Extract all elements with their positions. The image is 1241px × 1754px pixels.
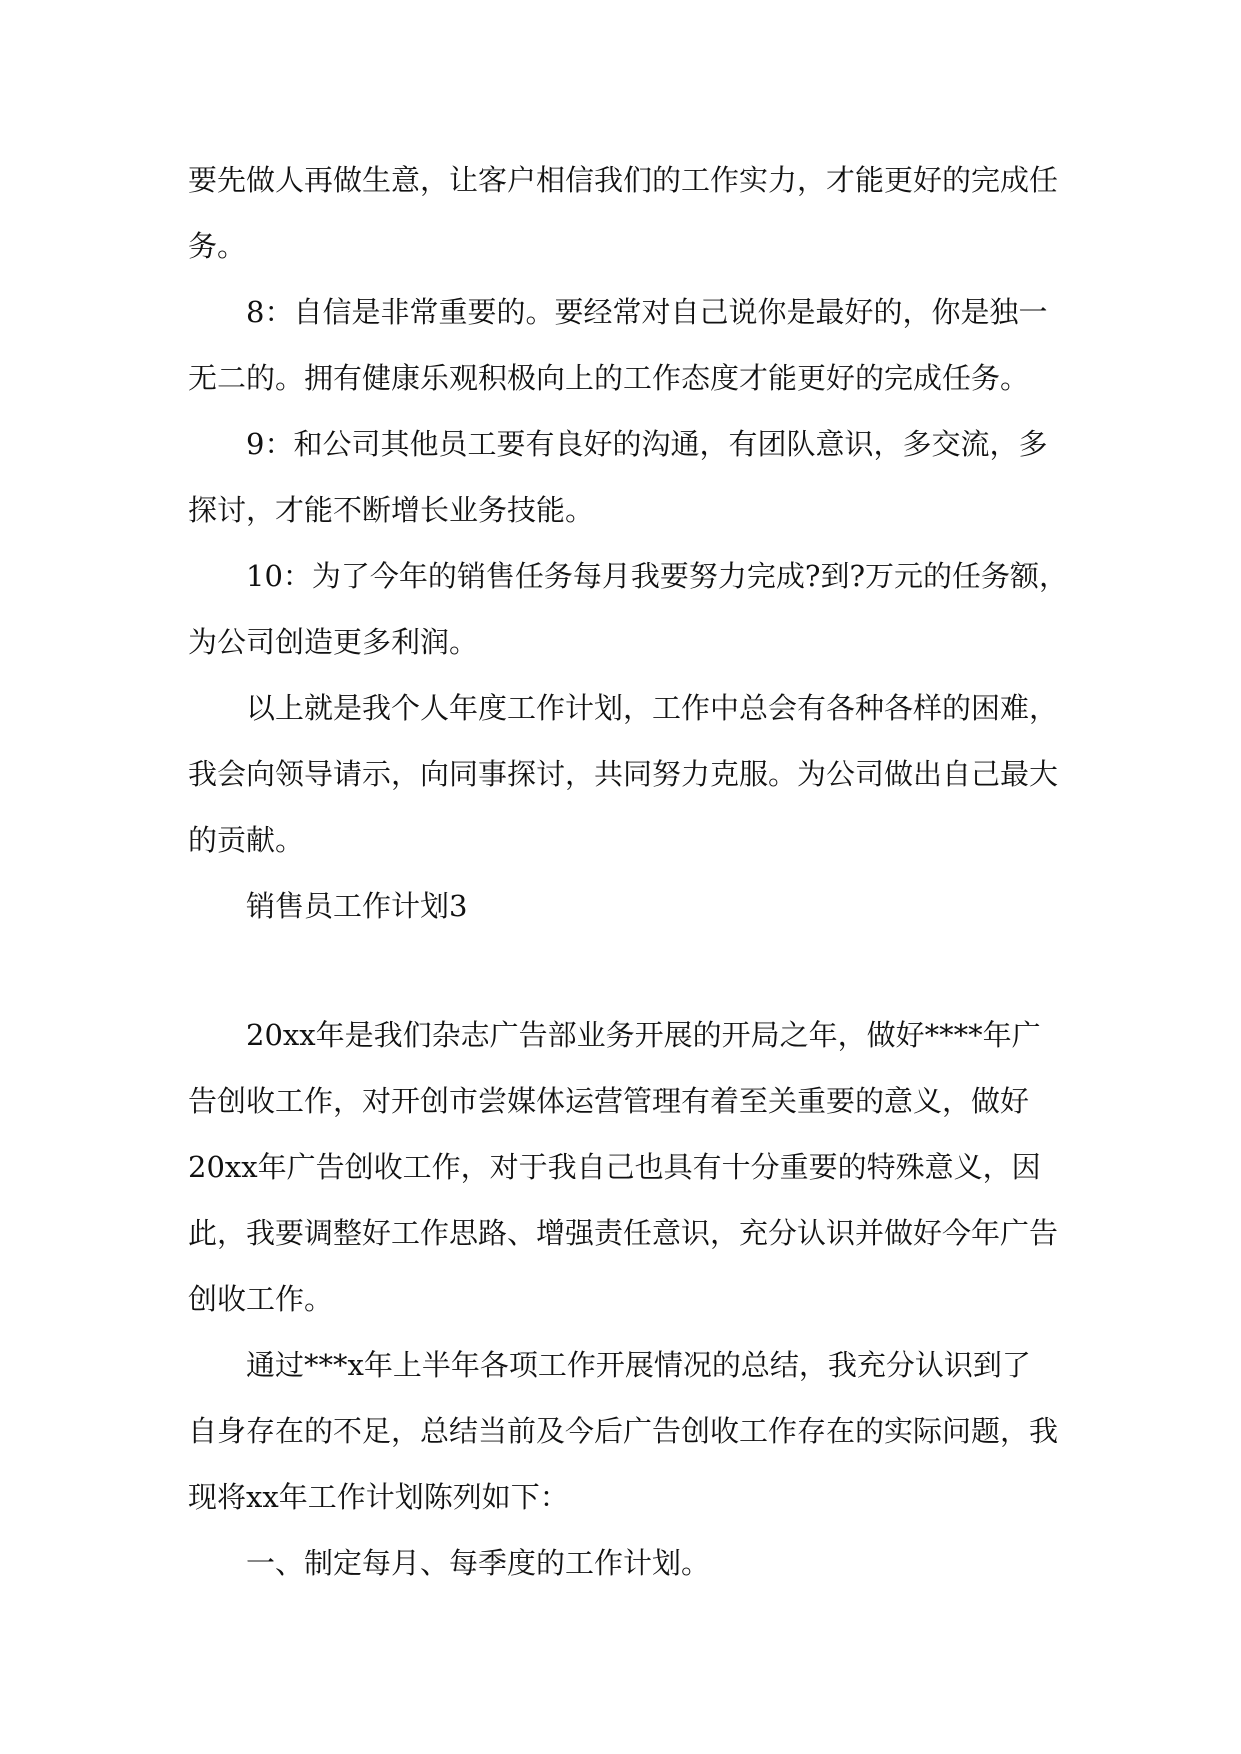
text-line: 务。 <box>188 229 247 263</box>
text-line: 创收工作。 <box>188 1282 334 1316</box>
text-line: 为公司创造更多利润。 <box>188 625 479 659</box>
text-line: 通过***x年上半年各项工作开展情况的总结，我充分认识到了 <box>246 1348 1031 1382</box>
text-line: 探讨，才能不断增长业务技能。 <box>188 493 595 527</box>
text-line: 8：自信是非常重要的。要经常对自己说你是最好的，你是独一 <box>246 295 1048 329</box>
text-line: 9：和公司其他员工要有良好的沟通，有团队意识，多交流，多 <box>246 427 1048 461</box>
text-line: 要先做人再做生意，让客户相信我们的工作实力，才能更好的完成任 <box>188 163 1059 197</box>
text-line: 20xx年广告创收工作，对于我自己也具有十分重要的特殊意义，因 <box>188 1150 1041 1184</box>
section-heading: 销售员工作计划3 <box>246 889 468 923</box>
text-line: 10：为了今年的销售任务每月我要努力完成?到?万元的任务额， <box>246 559 1068 593</box>
text-line: 一、制定每月、每季度的工作计划。 <box>246 1546 711 1580</box>
text-line: 现将xx年工作计划陈列如下： <box>188 1480 569 1514</box>
text-line: 无二的。拥有健康乐观积极向上的工作态度才能更好的完成任务。 <box>188 361 1030 395</box>
text-line: 告创收工作，对开创市尝媒体运营管理有着至关重要的意义，做好 <box>188 1084 1030 1118</box>
text-line: 以上就是我个人年度工作计划，工作中总会有各种各样的困难， <box>246 691 1059 725</box>
text-line: 自身存在的不足，总结当前及今后广告创收工作存在的实际问题，我 <box>188 1414 1059 1448</box>
text-line: 的贡献。 <box>188 823 305 857</box>
text-line: 我会向领导请示，向同事探讨，共同努力克服。为公司做出自己最大 <box>188 757 1059 791</box>
text-line: 此，我要调整好工作思路、增强责任意识，充分认识并做好今年广告 <box>188 1216 1059 1250</box>
text-line: 20xx年是我们杂志广告部业务开展的开局之年，做好****年广 <box>246 1018 1041 1052</box>
